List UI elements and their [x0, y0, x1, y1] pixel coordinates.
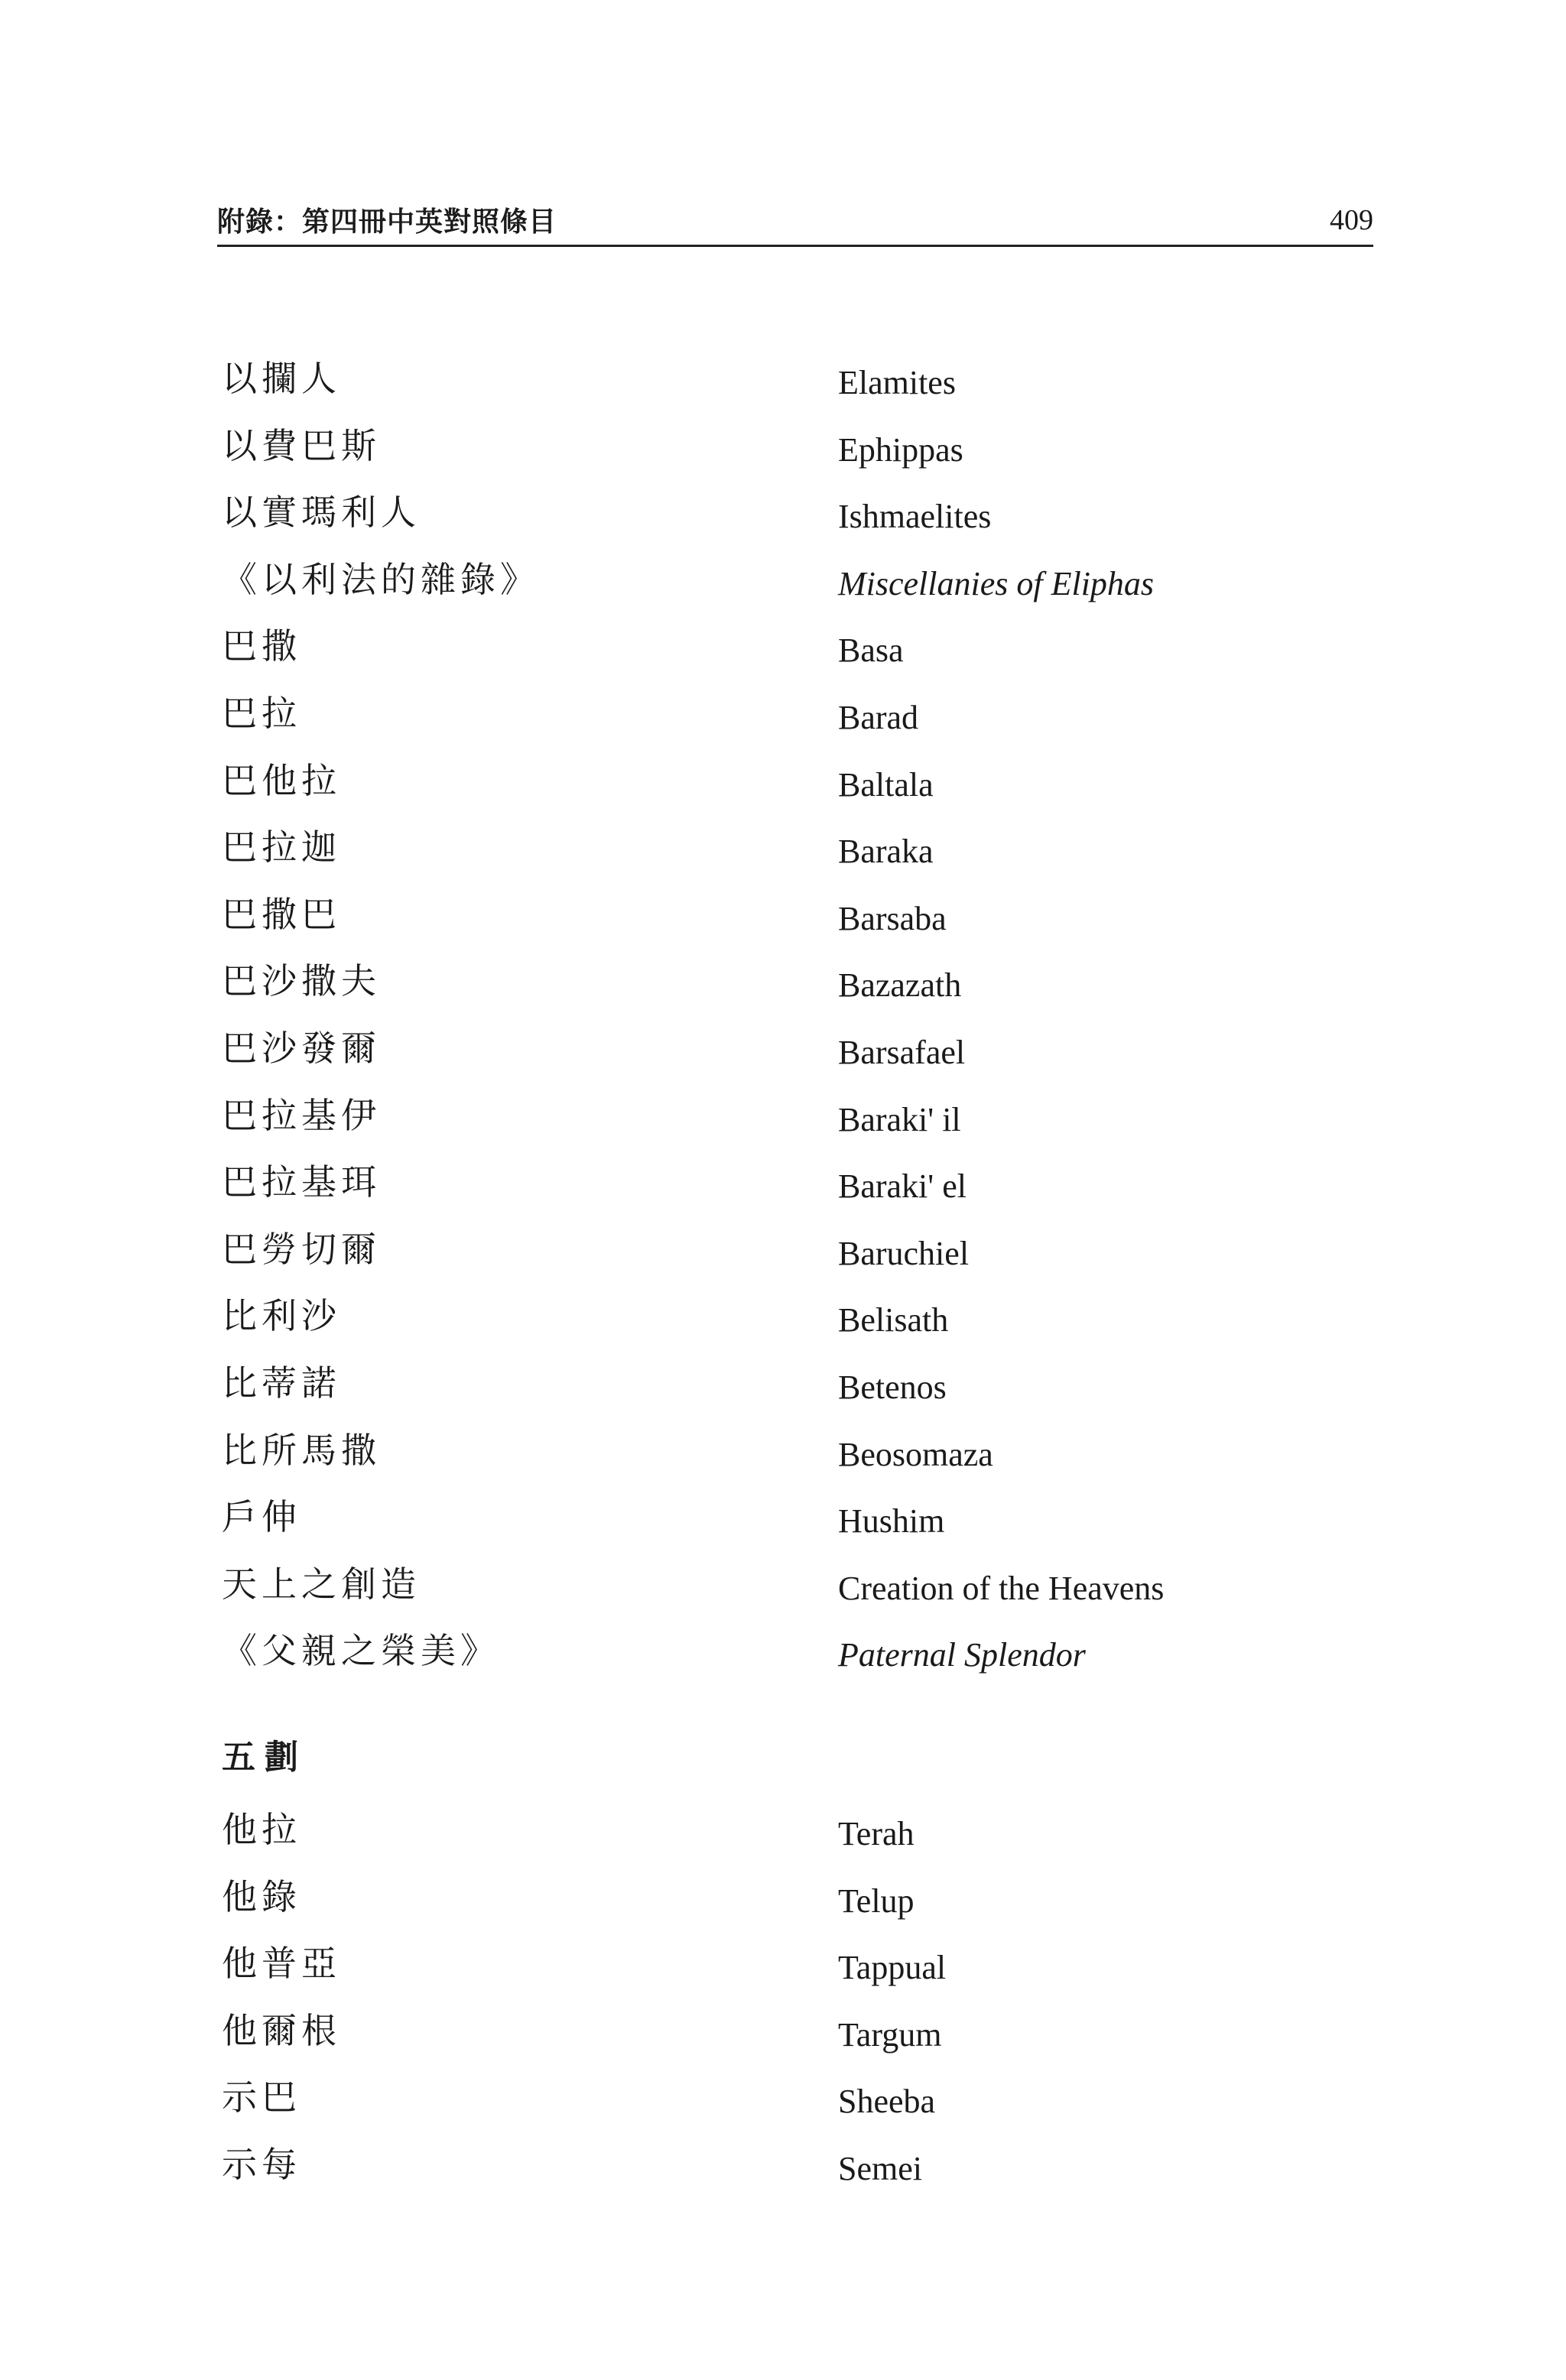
english-term: Baraki' il: [838, 1100, 961, 1138]
glossary-row: [0, 419, 1566, 480]
section-heading: 五劃: [222, 1738, 307, 1777]
english-term: Ishmaelites: [838, 498, 992, 536]
chinese-term: 巴拉: [222, 693, 301, 734]
chinese-term: 比蒂諾: [222, 1362, 341, 1404]
glossary-row: [0, 1803, 1566, 1864]
running-title: 附錄：第四冊中英對照條目: [217, 206, 557, 238]
glossary-row: [0, 2138, 1566, 2199]
glossary-row: [0, 352, 1566, 413]
chinese-term: 《父親之榮美》: [222, 1630, 500, 1672]
english-term: Ephippas: [838, 430, 963, 469]
chinese-term: 他爾根: [222, 2009, 341, 2051]
english-term: Barsaba: [838, 899, 947, 937]
english-term: Baltala: [838, 765, 934, 804]
english-term: Hushim: [838, 1502, 945, 1541]
glossary-row: [0, 1356, 1566, 1417]
page-header: [217, 191, 1373, 247]
english-term: Terah: [838, 1815, 915, 1852]
chinese-term: 戶伸: [222, 1496, 301, 1538]
english-term: Targum: [838, 2015, 942, 2054]
english-term: Basa: [838, 632, 904, 670]
english-term: Baraki' el: [838, 1167, 967, 1206]
glossary-row: [0, 1089, 1566, 1150]
chinese-term: 天上之創造: [222, 1563, 421, 1605]
glossary-row: [0, 485, 1566, 547]
glossary-row: [0, 687, 1566, 748]
chinese-term: 巴沙發爾: [222, 1028, 381, 1069]
chinese-term: 巴撒: [222, 625, 301, 667]
glossary-row: [0, 1490, 1566, 1551]
english-term: Belisath: [838, 1301, 949, 1339]
glossary-row: [0, 1222, 1566, 1284]
glossary-row: [0, 1424, 1566, 1485]
chinese-term: 巴勞切爾: [222, 1228, 381, 1270]
english-term: Baruchiel: [838, 1234, 970, 1272]
english-term: Creation of the Heavens: [838, 1569, 1165, 1607]
glossary-row: [0, 1624, 1566, 1685]
glossary-row: [0, 754, 1566, 815]
chinese-term: 巴沙撒夫: [222, 960, 381, 1002]
english-term: Barad: [838, 699, 919, 736]
english-term: Miscellanies of Eliphas: [838, 564, 1155, 602]
chinese-term: 巴拉基伊: [222, 1094, 381, 1136]
english-term: Betenos: [838, 1369, 947, 1406]
english-term: Tappual: [838, 1949, 947, 1987]
chinese-term: 以攔人: [222, 358, 341, 399]
chinese-term: 巴拉迦: [222, 826, 341, 869]
english-term: Bazazath: [838, 966, 962, 1005]
english-term: Telup: [838, 1882, 915, 1920]
chinese-term: 以實瑪利人: [222, 492, 421, 534]
glossary-row: [0, 2070, 1566, 2132]
chinese-term: 比利沙: [222, 1295, 341, 1337]
chinese-term: 他錄: [222, 1875, 301, 1917]
chinese-term: 巴撒巴: [222, 893, 341, 935]
chinese-term: 比所馬撒: [222, 1429, 381, 1471]
glossary-row: [0, 1937, 1566, 1998]
glossary-row: [0, 2004, 1566, 2065]
english-term: Baraka: [838, 833, 934, 871]
english-term: Paternal Splendor: [838, 1636, 1086, 1674]
chinese-term: 他拉: [222, 1809, 301, 1850]
glossary-row: [0, 1870, 1566, 1931]
english-term: Semei: [838, 2150, 922, 2187]
glossary-row: [0, 1021, 1566, 1083]
glossary-row: [0, 820, 1566, 882]
chinese-term: 巴拉基珥: [222, 1161, 381, 1203]
english-term: Beosomaza: [838, 1435, 993, 1473]
chinese-term: 示巴: [222, 2076, 301, 2119]
chinese-term: 巴他拉: [222, 759, 341, 801]
english-term: Elamites: [838, 364, 956, 401]
page-number: 409: [1330, 204, 1373, 236]
chinese-term: 示每: [222, 2144, 301, 2185]
glossary-row: [0, 619, 1566, 680]
glossary-row: [0, 888, 1566, 949]
glossary-row: [0, 1557, 1566, 1619]
chinese-term: 以費巴斯: [222, 424, 381, 466]
glossary-row: [0, 1289, 1566, 1350]
english-term: Barsafael: [838, 1034, 966, 1071]
glossary-row: [0, 553, 1566, 614]
chinese-term: 他普亞: [222, 1943, 341, 1985]
chinese-term: 《以利法的雜錄》: [222, 558, 540, 600]
glossary-row: [0, 1155, 1566, 1216]
glossary-row: [0, 954, 1566, 1015]
english-term: Sheeba: [838, 2083, 936, 2121]
